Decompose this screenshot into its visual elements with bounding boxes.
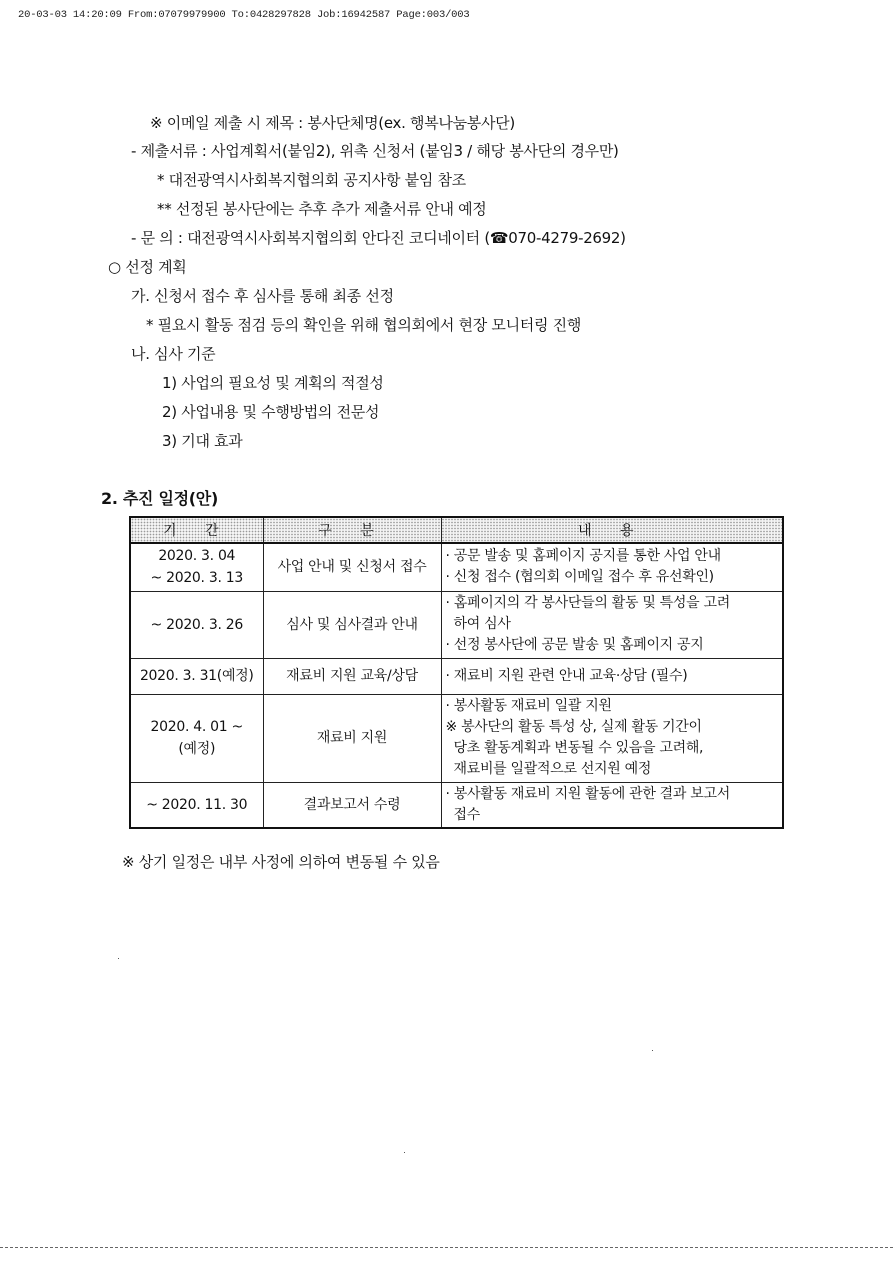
period-cell: 2020. 3. 31(예정) — [130, 658, 263, 694]
table-row — [130, 591, 783, 658]
table-row — [130, 782, 783, 828]
content-line: ※ 봉사단의 활동 특성 상, 실제 활동 기간이 — [445, 719, 702, 735]
category-cell: 심사 및 심사결과 안내 — [263, 591, 441, 658]
documents-note-1: * 대전광역시사회복지협의회 공지사항 붙임 참조 — [157, 171, 466, 189]
content-line: · 선정 봉사단에 공문 발송 및 홈페이지 공지 — [445, 637, 704, 653]
content-line: 접수 — [453, 806, 480, 823]
selection-item-ga-note: * 필요시 활동 점검 등의 확인을 위해 협의회에서 현장 모니터링 진행 — [146, 316, 582, 334]
scan-speck — [404, 1152, 405, 1153]
table-row — [130, 543, 783, 591]
content-line: · 신청 접수 (협의회 이메일 접수 후 유선확인) — [445, 569, 714, 586]
content-cell — [441, 591, 783, 658]
period-cell — [130, 694, 263, 782]
schedule-header-row — [130, 517, 783, 543]
header-period: 기 간 — [130, 517, 263, 543]
period-line: ~ 2020. 3. 13 — [150, 570, 243, 587]
category-cell: 결과보고서 수령 — [263, 782, 441, 828]
section-2-title: 2. 추진 일정(안) — [101, 489, 218, 508]
selection-item-na: 나. 심사 기준 — [131, 345, 216, 363]
criterion-2: 2) 사업내용 및 수행방법의 전문성 — [162, 403, 380, 421]
content-line: · 봉사활동 재료비 지원 활동에 관한 결과 보고서 — [445, 785, 730, 802]
selection-plan-heading: ○ 선정 계획 — [108, 258, 187, 276]
content-line: · 봉사활동 재료비 일괄 지원 — [445, 698, 612, 714]
schedule-table — [129, 516, 784, 829]
period-line: 2020. 4. 01 ~ — [150, 719, 243, 735]
content-line: · 공문 발송 및 홈페이지 공지를 통한 사업 안내 — [445, 548, 721, 565]
documents-line: - 제출서류 : 사업계획서(붙임2), 위촉 신청서 (붙임3 / 해당 봉사단의 경우만) — [131, 142, 619, 160]
fax-header: 20-03-03 14:20:09 From:07079979900 To:0428297828 Job:16942587 Page:003/003 — [18, 9, 470, 21]
content-cell — [441, 694, 783, 782]
page-bottom-rule — [0, 1247, 893, 1248]
category-cell: 재료비 지원 — [263, 694, 441, 782]
content-cell — [441, 782, 783, 828]
period-cell: ~ 2020. 3. 26 — [130, 591, 263, 658]
header-content: 내 용 — [441, 517, 783, 543]
category-cell: 재료비 지원 교육/상담 — [263, 658, 441, 694]
category-cell: 사업 안내 및 신청서 접수 — [263, 543, 441, 591]
selection-item-ga: 가. 신청서 접수 후 심사를 통해 최종 선정 — [131, 287, 394, 305]
period-cell — [130, 543, 263, 591]
table-row — [130, 658, 783, 694]
content-line: 하여 심사 — [453, 616, 511, 632]
period-line: (예정) — [178, 741, 216, 757]
email-subject-note: ※ 이메일 제출 시 제목 : 봉사단체명(ex. 행복나눔봉사단) — [150, 114, 515, 132]
content-line: · 홈페이지의 각 봉사단들의 활동 및 특성을 고려 — [445, 595, 730, 611]
period-line: 2020. 3. 04 — [158, 548, 236, 565]
schedule-change-note: ※ 상기 일정은 내부 사정에 의하여 변동될 수 있음 — [122, 853, 440, 871]
documents-note-2: ** 선정된 봉사단에는 추후 추가 제출서류 안내 예정 — [157, 200, 487, 218]
content-line: 재료비를 일괄적으로 선지원 예정 — [453, 761, 652, 777]
content-cell — [441, 543, 783, 591]
content-line: 당초 활동계획과 변동될 수 있음을 고려해, — [453, 740, 704, 756]
inquiry-line: - 문 의 : 대전광역시사회복지협의회 안다진 코디네이터 (☎070-4279-2692) — [131, 229, 626, 247]
scan-speck — [118, 958, 119, 959]
period-cell: ~ 2020. 11. 30 — [130, 782, 263, 828]
scan-speck — [652, 1050, 653, 1051]
content-line: · 재료비 지원 관련 안내 교육·상담 (필수) — [445, 667, 688, 684]
criterion-1: 1) 사업의 필요성 및 계획의 적절성 — [162, 374, 384, 392]
criterion-3: 3) 기대 효과 — [162, 432, 243, 450]
content-cell — [441, 658, 783, 694]
table-row — [130, 694, 783, 782]
header-category: 구 분 — [263, 517, 441, 543]
